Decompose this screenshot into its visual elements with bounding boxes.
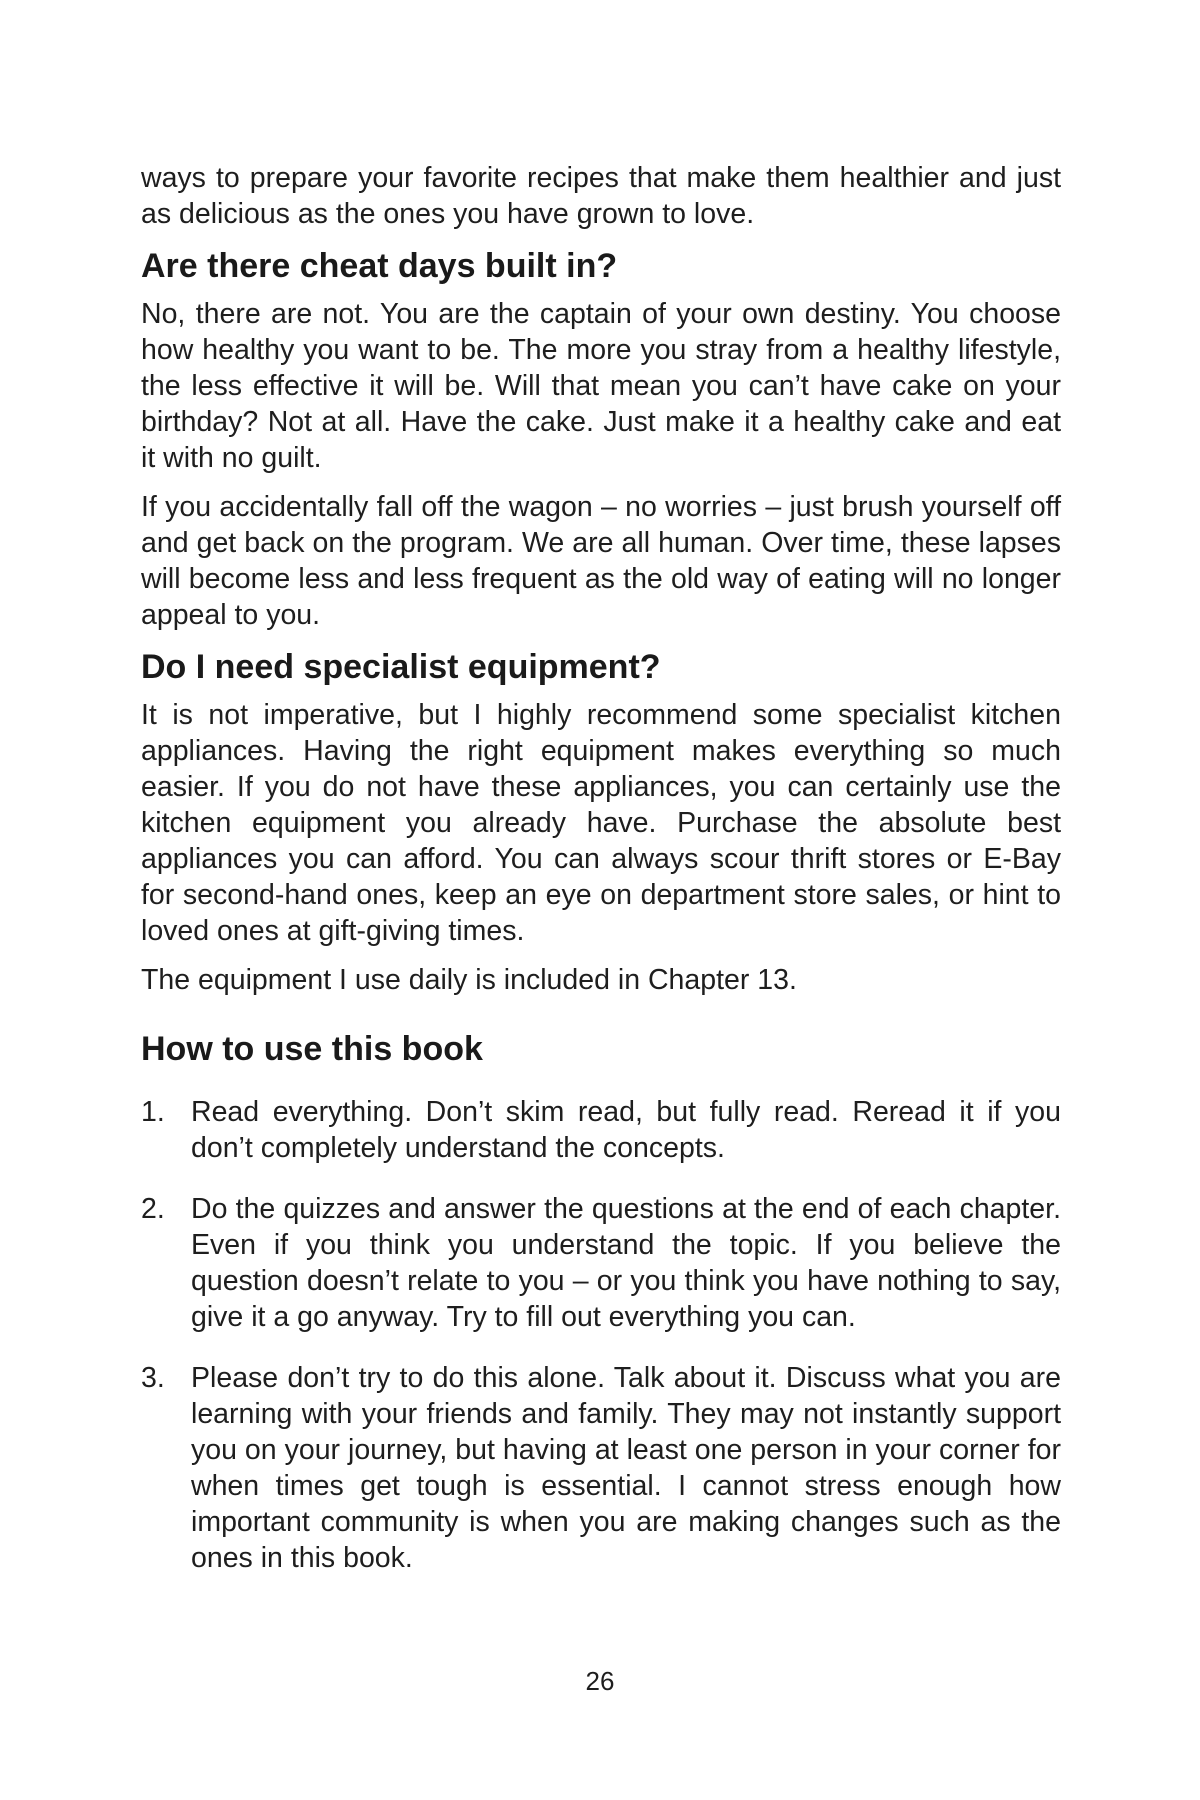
page-content — [141, 160, 1061, 1601]
section-heading-equipment: Do I need specialist equipment? — [141, 648, 661, 686]
section-heading-cheat-days: Are there cheat days built in? — [141, 247, 618, 285]
cheat-days-paragraph-1: No, there are not. You are the captain of your own destiny. You choose how healthy you want to be. The more you stray from a healthy lifestyle, the less effective it will be. Will that mean you can’t have cake on your birthday? Not at all. Have the cake. Just make it a healthy cake and eat it with no guilt. — [141, 298, 1061, 474]
how-to-use-list — [141, 1094, 1061, 1576]
list-item-number: 1. — [141, 1096, 165, 1128]
list-item — [141, 1094, 1061, 1166]
list-item — [141, 1191, 1061, 1335]
section-heading-how-to-use: How to use this book — [141, 1030, 483, 1068]
equipment-paragraph-2: The equipment I use daily is included in Chapter 13. — [141, 964, 797, 996]
intro-paragraph: ways to prepare your favorite recipes that make them healthier and just as delicious as the ones you have grown to love. — [141, 162, 1061, 230]
list-item — [141, 1360, 1061, 1576]
page-number: 26 — [585, 1666, 615, 1696]
list-item-text: Read everything. Don’t skim read, but fully read. Reread it if you don’t completely understand the concepts. — [191, 1096, 1061, 1164]
list-item-number: 3. — [141, 1362, 165, 1394]
list-item-number: 2. — [141, 1193, 165, 1225]
equipment-paragraph-1: It is not imperative, but I highly recommend some specialist kitchen appliances. Having the right equipment makes everything so much easier. If you do not have these appliances, you can certainly use the kitchen equipment you already have. Purchase the absolute best appliances you can afford. You can always scour thrift stores or E-Bay for second-hand ones, keep an eye on department store sales, or hint to loved ones at gift-giving times. — [141, 699, 1061, 947]
list-item-text: Please don’t try to do this alone. Talk about it. Discuss what you are learning with your friends and family. They may not instantly support you on your journey, but having at least one person in your corner for when times get tough is essential. I cannot stress enough how important community is when you are making changes such as the ones in this book. — [191, 1362, 1061, 1574]
list-item-text: Do the quizzes and answer the questions at the end of each chapter. Even if you think you understand the topic. If you believe the question doesn’t relate to you – or you think you have nothing to say, give it a go anyway. Try to fill out everything you can. — [191, 1193, 1061, 1333]
cheat-days-paragraph-2: If you accidentally fall off the wagon – no worries – just brush yourself off and get back on the program. We are all human. Over time, these lapses will become less and less frequent as the old way of eating will no longer appeal to you. — [141, 491, 1061, 631]
